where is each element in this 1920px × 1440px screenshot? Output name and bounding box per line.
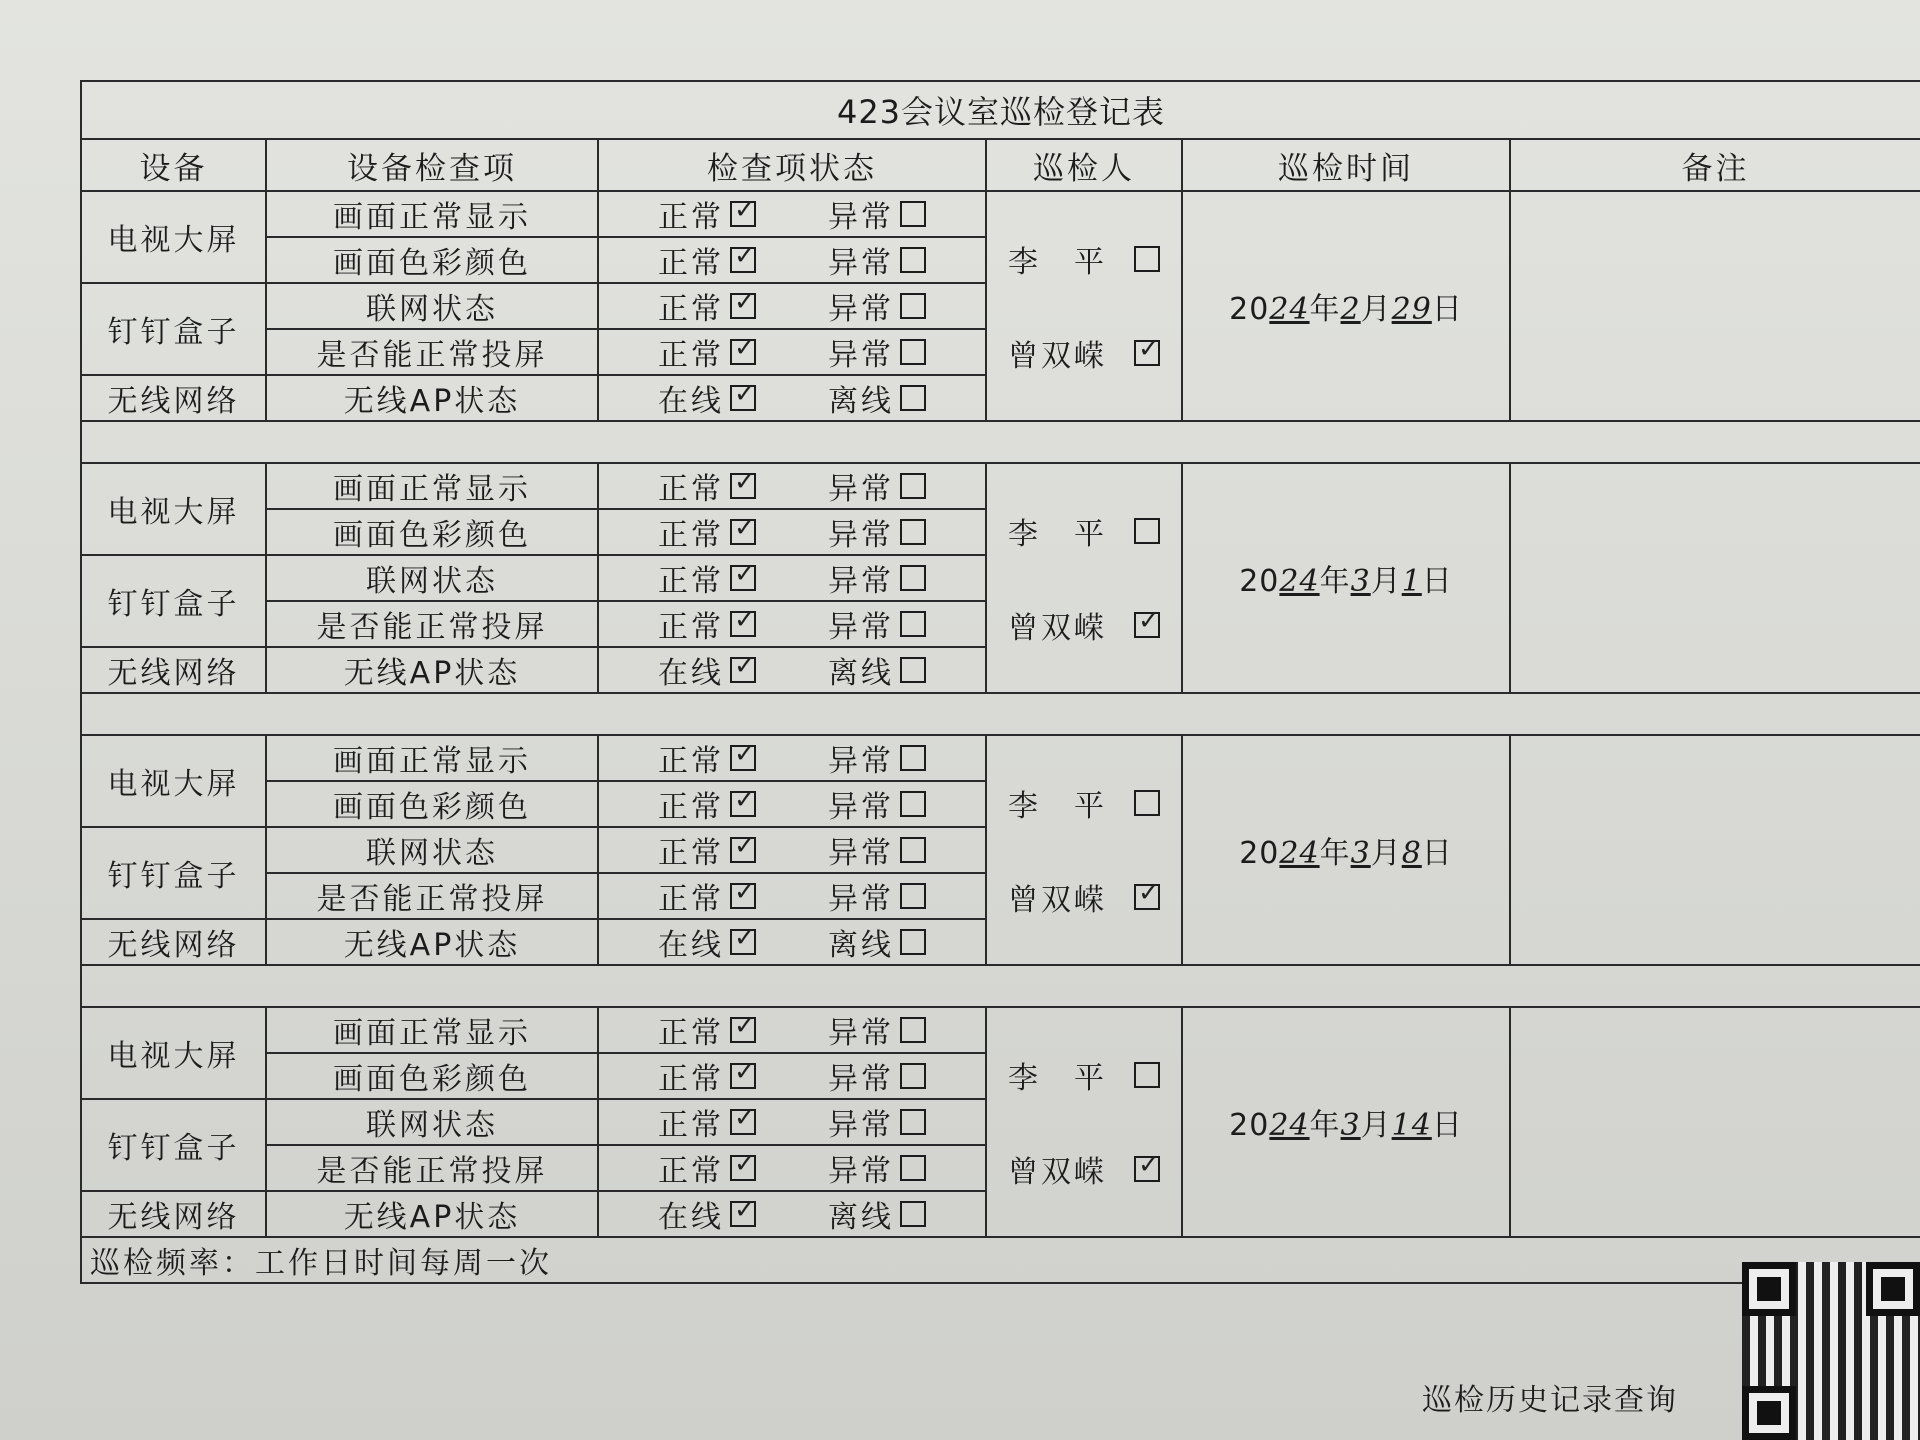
checked-box-icon[interactable] [730, 565, 756, 591]
option-label: 异常 [828, 472, 894, 507]
option-label: 离线 [828, 384, 894, 419]
checked-box-icon[interactable] [730, 1109, 756, 1135]
date-cell [1182, 191, 1510, 421]
date-part: 14 [1391, 1108, 1432, 1143]
date-part: 3 [1340, 1108, 1361, 1143]
date-part: 29 [1391, 292, 1432, 327]
status-cell [598, 329, 986, 375]
option-abnormal[interactable] [828, 556, 926, 600]
qr-finder-icon [1866, 1262, 1920, 1316]
option-abnormal[interactable] [828, 1054, 926, 1098]
option-label: 异常 [828, 882, 894, 917]
empty-box-icon[interactable] [900, 929, 926, 955]
inspector-name: 曾双嵘 [1008, 339, 1107, 374]
checked-box-icon[interactable] [1134, 612, 1160, 638]
empty-box-icon[interactable] [900, 339, 926, 365]
note-cell [1510, 735, 1920, 965]
inspector-option[interactable] [1008, 875, 1160, 919]
checked-box-icon[interactable] [730, 611, 756, 637]
date-part: 8 [1401, 836, 1422, 871]
option-normal[interactable] [658, 556, 756, 600]
qr-code-icon [1742, 1262, 1920, 1440]
device-cell: 无线网络 [81, 375, 266, 421]
date-part: 月 [1360, 1108, 1392, 1143]
inspector-cell [986, 463, 1182, 693]
header-inspector: 巡检人 [986, 139, 1182, 191]
option-abnormal[interactable] [828, 920, 926, 964]
inspection-date [1239, 836, 1453, 871]
status-options [599, 736, 985, 780]
option-normal[interactable] [658, 192, 756, 236]
empty-box-icon[interactable] [900, 1017, 926, 1043]
status-options [599, 648, 985, 692]
date-part: 年 [1319, 836, 1351, 871]
option-abnormal[interactable] [828, 376, 926, 420]
status-options [599, 1008, 985, 1052]
option-label: 在线 [658, 656, 724, 691]
date-part: 日 [1431, 1108, 1463, 1143]
checked-box-icon[interactable] [730, 247, 756, 273]
history-query-link[interactable]: 巡检历史记录查询 [1422, 1383, 1678, 1418]
empty-box-icon[interactable] [900, 883, 926, 909]
status-cell [598, 191, 986, 237]
checked-box-icon[interactable] [730, 837, 756, 863]
status-options [599, 238, 985, 282]
status-options [599, 284, 985, 328]
status-options [599, 782, 985, 826]
date-part: 1 [1401, 564, 1422, 599]
option-label: 正常 [658, 518, 724, 553]
checked-box-icon[interactable] [730, 657, 756, 683]
status-options [599, 874, 985, 918]
inspector-option[interactable] [1008, 1147, 1160, 1191]
option-label: 异常 [828, 564, 894, 599]
empty-box-icon[interactable] [900, 473, 926, 499]
status-options [599, 510, 985, 554]
option-label: 正常 [658, 338, 724, 373]
block-separator [81, 693, 1920, 735]
status-cell [598, 555, 986, 601]
checked-box-icon[interactable] [730, 929, 756, 955]
date-part: 24 [1269, 1108, 1310, 1143]
empty-box-icon[interactable] [1134, 246, 1160, 272]
option-label: 异常 [828, 1062, 894, 1097]
checked-box-icon[interactable] [730, 519, 756, 545]
check-item-cell: 画面色彩颜色 [266, 781, 598, 827]
checked-box-icon[interactable] [730, 791, 756, 817]
option-abnormal[interactable] [828, 1192, 926, 1236]
option-label: 正常 [658, 790, 724, 825]
check-item-cell: 是否能正常投屏 [266, 1145, 598, 1191]
empty-box-icon[interactable] [900, 293, 926, 319]
option-label: 异常 [828, 338, 894, 373]
date-part: 3 [1350, 564, 1371, 599]
status-cell [598, 919, 986, 965]
status-cell [598, 873, 986, 919]
option-normal[interactable] [658, 1192, 756, 1236]
note-cell [1510, 1007, 1920, 1237]
inspector-option[interactable] [1008, 603, 1160, 647]
option-label: 异常 [828, 836, 894, 871]
device-cell: 无线网络 [81, 647, 266, 693]
empty-box-icon[interactable] [1134, 1062, 1160, 1088]
inspector-options [987, 237, 1181, 375]
check-item-cell: 画面正常显示 [266, 463, 598, 509]
separator-cell [81, 693, 1920, 735]
date-part: 年 [1309, 292, 1341, 327]
option-abnormal[interactable] [828, 648, 926, 692]
header-check-item: 设备检查项 [266, 139, 598, 191]
status-cell [598, 463, 986, 509]
date-cell [1182, 1007, 1510, 1237]
check-item-cell: 无线AP状态 [266, 1191, 598, 1237]
check-item-cell: 无线AP状态 [266, 647, 598, 693]
option-abnormal[interactable] [828, 874, 926, 918]
option-normal[interactable] [658, 464, 756, 508]
option-abnormal[interactable] [828, 238, 926, 282]
check-item-cell: 是否能正常投屏 [266, 601, 598, 647]
status-cell [598, 1007, 986, 1053]
check-item-cell: 是否能正常投屏 [266, 873, 598, 919]
option-label: 正常 [658, 744, 724, 779]
empty-box-icon[interactable] [900, 565, 926, 591]
status-cell [598, 283, 986, 329]
inspection-frequency: 巡检频率：工作日时间每周一次 [81, 1237, 1920, 1283]
device-cell: 钉钉盒子 [81, 283, 266, 375]
status-cell [598, 601, 986, 647]
header-row [81, 139, 1920, 191]
empty-box-icon[interactable] [900, 791, 926, 817]
empty-box-icon[interactable] [1134, 518, 1160, 544]
check-item-cell: 画面色彩颜色 [266, 237, 598, 283]
option-abnormal[interactable] [828, 1008, 926, 1052]
option-abnormal[interactable] [828, 192, 926, 236]
option-label: 正常 [658, 292, 724, 327]
empty-box-icon[interactable] [900, 519, 926, 545]
status-cell [598, 735, 986, 781]
option-label: 正常 [658, 564, 724, 599]
option-abnormal[interactable] [828, 464, 926, 508]
inspector-cell [986, 1007, 1182, 1237]
inspector-name: 李 平 [1008, 1061, 1107, 1096]
date-part: 3 [1350, 836, 1371, 871]
option-normal[interactable] [658, 510, 756, 554]
status-options [599, 376, 985, 420]
option-label: 正常 [658, 1062, 724, 1097]
inspector-name: 李 平 [1008, 789, 1107, 824]
inspector-name: 李 平 [1008, 245, 1107, 280]
date-part: 24 [1279, 836, 1320, 871]
status-cell [598, 509, 986, 555]
date-part: 日 [1431, 292, 1463, 327]
checked-box-icon[interactable] [1134, 340, 1160, 366]
check-item-cell: 无线AP状态 [266, 375, 598, 421]
option-abnormal[interactable] [828, 602, 926, 646]
option-normal[interactable] [658, 376, 756, 420]
option-label: 离线 [828, 656, 894, 691]
option-label: 正常 [658, 246, 724, 281]
option-label: 异常 [828, 610, 894, 645]
status-options [599, 1054, 985, 1098]
checked-box-icon[interactable] [730, 1063, 756, 1089]
option-normal[interactable] [658, 736, 756, 780]
empty-box-icon[interactable] [900, 657, 926, 683]
check-item-cell: 联网状态 [266, 1099, 598, 1145]
status-cell [598, 1053, 986, 1099]
empty-box-icon[interactable] [900, 1109, 926, 1135]
table-row [81, 463, 1920, 509]
option-label: 正常 [658, 1108, 724, 1143]
header-status: 检查项状态 [598, 139, 986, 191]
footer-row [81, 1237, 1920, 1283]
option-label: 正常 [658, 610, 724, 645]
block-separator [81, 421, 1920, 463]
option-label: 正常 [658, 472, 724, 507]
status-cell [598, 1145, 986, 1191]
checked-box-icon[interactable] [730, 293, 756, 319]
status-options [599, 1146, 985, 1190]
option-normal[interactable] [658, 330, 756, 374]
header-note: 备注 [1510, 139, 1920, 191]
device-cell: 电视大屏 [81, 191, 266, 283]
inspector-name: 曾双嵘 [1008, 883, 1107, 918]
check-item-cell: 画面正常显示 [266, 191, 598, 237]
option-normal[interactable] [658, 782, 756, 826]
status-options [599, 602, 985, 646]
option-abnormal[interactable] [828, 736, 926, 780]
checked-box-icon[interactable] [1134, 884, 1160, 910]
empty-box-icon[interactable] [900, 745, 926, 771]
checked-box-icon[interactable] [1134, 1156, 1160, 1182]
date-part: 2 [1340, 292, 1361, 327]
date-part: 月 [1360, 292, 1392, 327]
qr-finder-icon [1742, 1386, 1796, 1440]
inspection-date [1239, 564, 1453, 599]
option-normal[interactable] [658, 238, 756, 282]
option-label: 异常 [828, 1108, 894, 1143]
empty-box-icon[interactable] [900, 1063, 926, 1089]
check-item-cell: 画面色彩颜色 [266, 509, 598, 555]
option-normal[interactable] [658, 828, 756, 872]
status-cell [598, 781, 986, 827]
option-normal[interactable] [658, 602, 756, 646]
status-cell [598, 827, 986, 873]
status-cell [598, 1191, 986, 1237]
block-separator [81, 965, 1920, 1007]
note-cell [1510, 191, 1920, 421]
status-options [599, 1192, 985, 1236]
table-row [81, 191, 1920, 237]
check-item-cell: 画面正常显示 [266, 735, 598, 781]
inspector-cell [986, 735, 1182, 965]
option-abnormal[interactable] [828, 1100, 926, 1144]
inspection-date [1229, 292, 1463, 327]
date-part: 月 [1370, 564, 1402, 599]
date-cell [1182, 463, 1510, 693]
status-cell [598, 237, 986, 283]
checked-box-icon[interactable] [730, 385, 756, 411]
option-label: 正常 [658, 200, 724, 235]
checked-box-icon[interactable] [730, 1201, 756, 1227]
option-normal[interactable] [658, 1100, 756, 1144]
option-label: 异常 [828, 790, 894, 825]
qr-finder-icon [1742, 1262, 1796, 1316]
date-part: 20 [1239, 564, 1280, 599]
empty-box-icon[interactable] [900, 1201, 926, 1227]
option-normal[interactable] [658, 920, 756, 964]
option-normal[interactable] [658, 648, 756, 692]
inspector-options [987, 1053, 1181, 1191]
inspector-cell [986, 191, 1182, 421]
option-abnormal[interactable] [828, 1146, 926, 1190]
status-options [599, 330, 985, 374]
inspector-option[interactable] [1008, 781, 1160, 825]
header-time: 巡检时间 [1182, 139, 1510, 191]
option-label: 正常 [658, 1154, 724, 1189]
separator-cell [81, 421, 1920, 463]
device-cell: 电视大屏 [81, 735, 266, 827]
checked-box-icon[interactable] [730, 473, 756, 499]
date-part: 年 [1309, 1108, 1341, 1143]
device-cell: 无线网络 [81, 919, 266, 965]
date-part: 日 [1421, 836, 1453, 871]
separator-cell [81, 965, 1920, 1007]
device-cell: 无线网络 [81, 1191, 266, 1237]
empty-box-icon[interactable] [900, 837, 926, 863]
option-normal[interactable] [658, 1054, 756, 1098]
inspector-option[interactable] [1008, 331, 1160, 375]
inspection-date [1229, 1108, 1463, 1143]
date-part: 年 [1319, 564, 1351, 599]
empty-box-icon[interactable] [1134, 790, 1160, 816]
status-options [599, 464, 985, 508]
check-item-cell: 是否能正常投屏 [266, 329, 598, 375]
option-label: 异常 [828, 1154, 894, 1189]
check-item-cell: 联网状态 [266, 283, 598, 329]
option-label: 正常 [658, 882, 724, 917]
check-item-cell: 无线AP状态 [266, 919, 598, 965]
date-part: 月 [1370, 836, 1402, 871]
date-part: 24 [1279, 564, 1320, 599]
date-part: 日 [1421, 564, 1453, 599]
option-label: 离线 [828, 1200, 894, 1235]
status-options [599, 1100, 985, 1144]
option-normal[interactable] [658, 1146, 756, 1190]
inspector-options [987, 509, 1181, 647]
inspector-option[interactable] [1008, 237, 1160, 281]
option-abnormal[interactable] [828, 828, 926, 872]
inspector-name: 李 平 [1008, 517, 1107, 552]
option-label: 离线 [828, 928, 894, 963]
empty-box-icon[interactable] [900, 201, 926, 227]
checked-box-icon[interactable] [730, 1155, 756, 1181]
option-label: 正常 [658, 836, 724, 871]
date-part: 24 [1269, 292, 1310, 327]
device-cell: 电视大屏 [81, 463, 266, 555]
status-options [599, 556, 985, 600]
check-item-cell: 联网状态 [266, 555, 598, 601]
option-abnormal[interactable] [828, 782, 926, 826]
option-label: 异常 [828, 292, 894, 327]
option-label: 在线 [658, 1200, 724, 1235]
date-cell [1182, 735, 1510, 965]
inspector-name: 曾双嵘 [1008, 1155, 1107, 1190]
checked-box-icon[interactable] [730, 745, 756, 771]
option-label: 异常 [828, 1016, 894, 1051]
empty-box-icon[interactable] [900, 385, 926, 411]
option-label: 正常 [658, 1016, 724, 1051]
inspection-table [80, 80, 1920, 1284]
checked-box-icon[interactable] [730, 1017, 756, 1043]
option-label: 异常 [828, 200, 894, 235]
note-cell [1510, 463, 1920, 693]
empty-box-icon[interactable] [900, 247, 926, 273]
checked-box-icon[interactable] [730, 201, 756, 227]
device-cell: 电视大屏 [81, 1007, 266, 1099]
option-label: 异常 [828, 744, 894, 779]
option-abnormal[interactable] [828, 510, 926, 554]
empty-box-icon[interactable] [900, 1155, 926, 1181]
checked-box-icon[interactable] [730, 883, 756, 909]
device-cell: 钉钉盒子 [81, 555, 266, 647]
option-abnormal[interactable] [828, 330, 926, 374]
form-title: 423会议室巡检登记表 [81, 81, 1920, 139]
checked-box-icon[interactable] [730, 339, 756, 365]
option-label: 异常 [828, 518, 894, 553]
status-cell [598, 647, 986, 693]
option-normal[interactable] [658, 284, 756, 328]
status-options [599, 828, 985, 872]
table-row [81, 1007, 1920, 1053]
option-label: 在线 [658, 384, 724, 419]
device-cell: 钉钉盒子 [81, 1099, 266, 1191]
option-abnormal[interactable] [828, 284, 926, 328]
option-normal[interactable] [658, 874, 756, 918]
date-part: 20 [1229, 292, 1270, 327]
check-item-cell: 画面色彩颜色 [266, 1053, 598, 1099]
inspector-name: 曾双嵘 [1008, 611, 1107, 646]
date-part: 20 [1229, 1108, 1270, 1143]
status-cell [598, 375, 986, 421]
empty-box-icon[interactable] [900, 611, 926, 637]
inspector-options [987, 781, 1181, 919]
option-normal[interactable] [658, 1008, 756, 1052]
header-device: 设备 [81, 139, 266, 191]
status-options [599, 920, 985, 964]
inspector-option[interactable] [1008, 509, 1160, 553]
status-options [599, 192, 985, 236]
device-cell: 钉钉盒子 [81, 827, 266, 919]
option-label: 在线 [658, 928, 724, 963]
option-label: 异常 [828, 246, 894, 281]
status-cell [598, 1099, 986, 1145]
check-item-cell: 画面正常显示 [266, 1007, 598, 1053]
table-row [81, 735, 1920, 781]
inspector-option[interactable] [1008, 1053, 1160, 1097]
check-item-cell: 联网状态 [266, 827, 598, 873]
date-part: 20 [1239, 836, 1280, 871]
